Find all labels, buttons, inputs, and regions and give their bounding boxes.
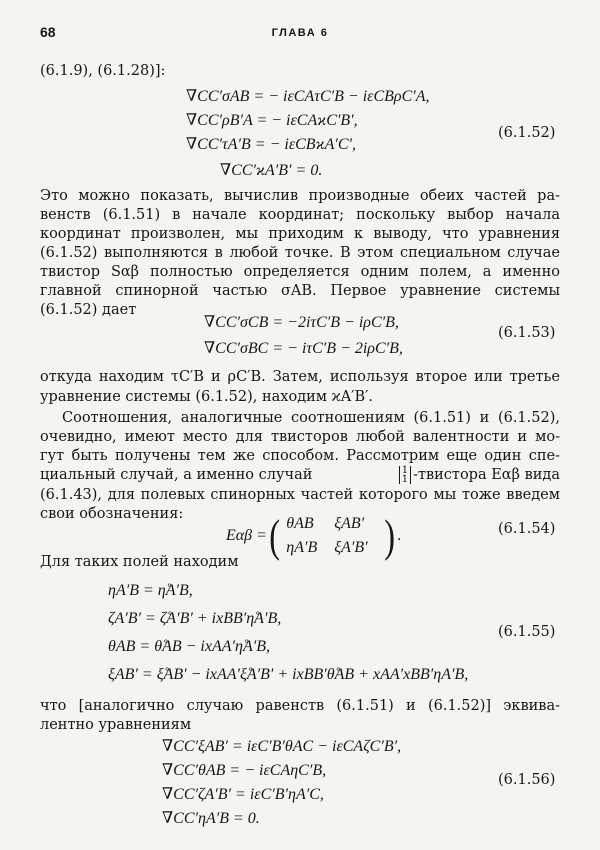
matrix-cell: ξA′B′ (334, 539, 368, 556)
para-line: лентно уравнениям (40, 717, 192, 733)
eq-56-line: ∇CC′ξAB′ = iεC′B′θAC − iεCAζC′B′, (162, 738, 402, 755)
eq-52-line: ∇CC′σAB = − iεCAτC′B − iεCBρC′A, (186, 88, 430, 105)
para-line: (6.1.52) выполняются в любой точке. В этом специальном случае (40, 245, 560, 261)
matrix-cell: θAB (286, 515, 314, 532)
eq-52-line: ∇CC′τA′B = − iεCBϰA′C′, (186, 136, 357, 153)
para-line: координат произволен, мы приходим к выводу, что уравнения (40, 226, 560, 242)
matrix-cells (282, 515, 382, 557)
eq-number-53: (6.1.53) (498, 325, 556, 341)
para-line: гут быть получены тем же способом. Рассмотрим еще один спе- (40, 448, 560, 464)
eq-56-line: ∇CC′ζA′B′ = iεC′B′ηA′C, (162, 786, 324, 803)
page-number: 68 (40, 24, 56, 40)
right-paren-icon: ) (384, 510, 396, 561)
left-paren-icon: ( (269, 510, 280, 561)
eq-53-line: ∇CC′σBC = − iτC′B − 2iρC′B, (204, 340, 403, 357)
para-line: свои обозначения: (40, 506, 184, 522)
intro-line: (6.1.9), (6.1.28)]: (40, 63, 166, 79)
para-line: Для таких полей находим (40, 554, 239, 570)
para-line: главной спинорной частью σAB. Первое уравнение системы (40, 283, 560, 299)
eq-56-line: ∇CC′ηA′B = 0. (162, 810, 260, 827)
eq-55-line: ηA′B = η̊A′B, (108, 582, 193, 599)
para-line: твистор Sαβ полностью определяется одним полем, а именно (40, 264, 560, 280)
para-line: венств (6.1.51) в начале координат; поскольку выбор начала (40, 207, 560, 223)
twistor-valence (397, 466, 560, 484)
eq-number-56: (6.1.56) (498, 772, 556, 788)
para-line: очевидно, имеют место для твисторов любой валентности и мо- (40, 429, 560, 445)
chapter-header: ГЛАВА 6 (271, 27, 329, 39)
twistor-valence-top: 1 (401, 465, 409, 476)
eq-number-55: (6.1.55) (498, 624, 556, 640)
para-line: (6.1.43), для полевых спинорных частей которого мы тоже введем (40, 487, 560, 503)
para-line: уравнение системы (6.1.52), находим ϰA′B′. (40, 389, 374, 405)
eq-55-line: ζA′B′ = ζ̊A′B′ + ixBB′η̊A′B, (108, 610, 282, 627)
para-line: (6.1.52) дает (40, 302, 137, 318)
eq-55-line: ξAB′ = ξ̊AB′ − ixAA′ξ̊A′B′ + ixBB′θ̊AB + xAA′xBB′ηA′B, (108, 666, 469, 683)
para-text: циальный случай, а именно случай (40, 467, 313, 483)
para-text: -твистора Eαβ вида (413, 467, 560, 483)
eq-52-line: ∇CC′ρB′A = − iεCAϰC′B′, (186, 112, 358, 129)
eq-number-52: (6.1.52) (498, 125, 556, 141)
eq-53-line: ∇CC′σCB = −2iτC′B − iρC′B, (204, 314, 399, 331)
eq-number-54: (6.1.54) (498, 521, 556, 537)
twistor-valence-bracket (399, 466, 411, 484)
para-line: Это можно показать, вычислив производные обеих частей ра- (40, 188, 560, 204)
matrix-cell: ηA′B (286, 539, 318, 556)
eq-54-trail: . (397, 527, 402, 544)
eq-54-lhs: Eαβ = (226, 527, 267, 544)
matrix-cell: ξAB′ (334, 515, 365, 532)
twistor-valence-bottom: 1 (401, 474, 409, 485)
para-line: что [аналогично случаю равенств (6.1.51) и (6.1.52)] эквива- (40, 698, 560, 714)
para-line-twistor (40, 466, 560, 484)
eq-52-line: ∇CC′ϰA′B′ = 0. (220, 162, 323, 179)
para-line: откуда находим τC′B и ρC′B. Затем, используя второе или третье (40, 369, 560, 385)
para-line: Соотношения, аналогичные соотношениям (6.1.51) и (6.1.52), (62, 410, 560, 426)
eq-55-line: θAB = θ̊AB − ixAA′η̊A′B, (108, 638, 270, 655)
eq-56-line: ∇CC′θAB = − iεCAηC′B, (162, 762, 327, 779)
